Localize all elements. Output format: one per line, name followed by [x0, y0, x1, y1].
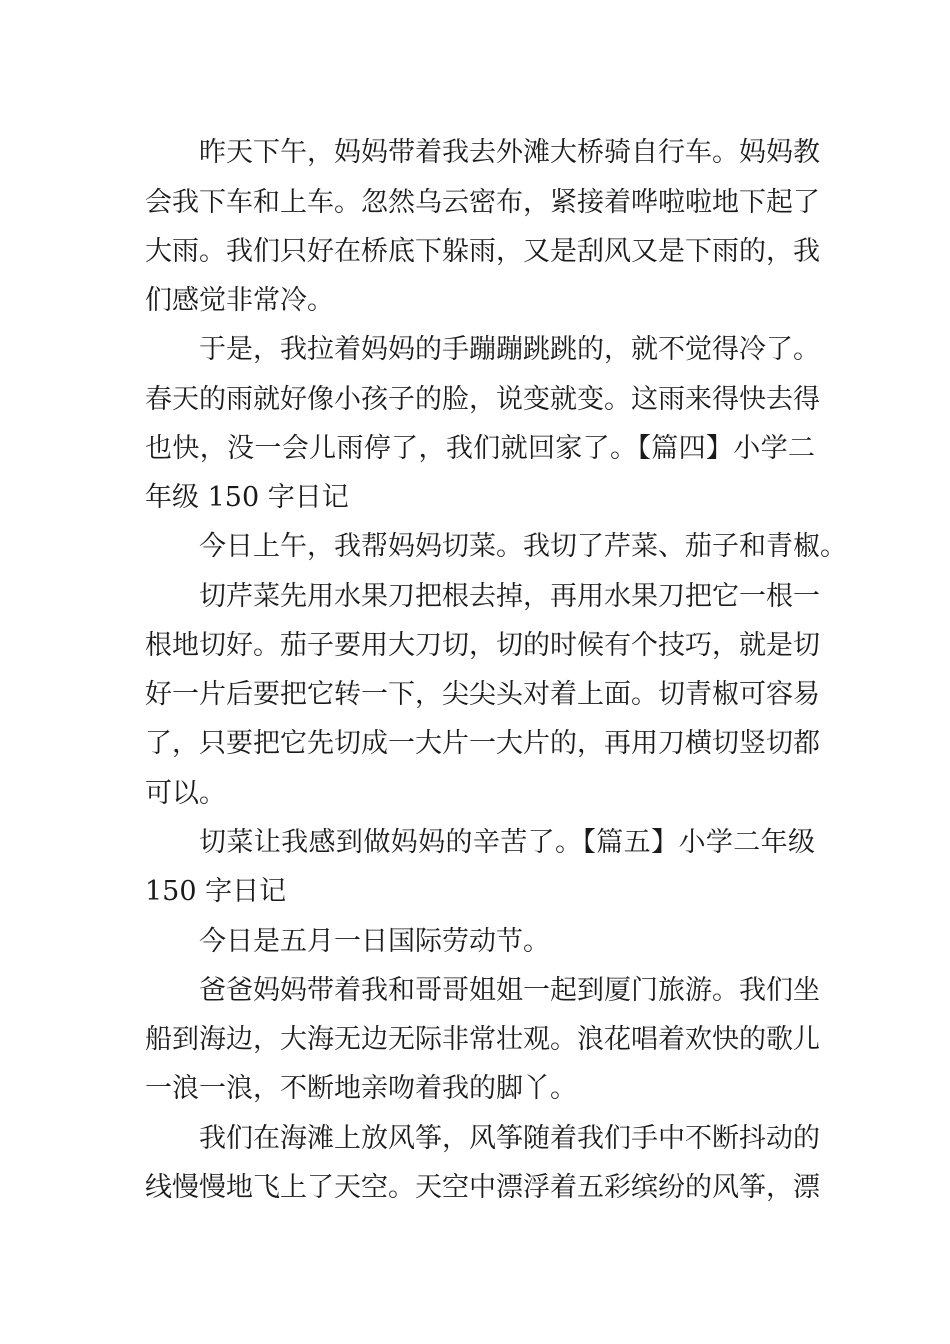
text-line: 了，只要把它先切成一大片一大片的，再用刀横切竖切都	[145, 728, 820, 759]
text-line: 大雨。我们只好在桥底下躲雨，又是刮风又是下雨的，我	[145, 236, 820, 267]
text-line: 船到海边，大海无边无际非常壮观。浪花唱着欢快的歌儿	[145, 1024, 820, 1055]
text-line: 150 字日记	[145, 876, 287, 907]
text-line: 切菜让我感到做妈妈的辛苦了。【篇五】小学二年级	[199, 827, 815, 858]
text-line: 昨天下午，妈妈带着我去外滩大桥骑自行车。妈妈教	[199, 137, 820, 168]
text-line: 爸爸妈妈带着我和哥哥姐姐一起到厦门旅游。我们坐	[199, 975, 820, 1006]
text-line: 今日上午，我帮妈妈切菜。我切了芹菜、茄子和青椒。	[199, 531, 847, 562]
text-line: 根地切好。茄子要用大刀切，切的时候有个技巧，就是切	[145, 630, 820, 661]
text-line: 春天的雨就好像小孩子的脸，说变就变。这雨来得快去得	[145, 384, 820, 415]
text-line: 线慢慢地飞上了天空。天空中漂浮着五彩缤纷的风筝，漂	[145, 1172, 820, 1203]
text-line: 一浪一浪，不断地亲吻着我的脚丫。	[145, 1073, 577, 1104]
text-line: 我们在海滩上放风筝，风筝随着我们手中不断抖动的	[199, 1123, 820, 1154]
text-line: 今日是五月一日国际劳动节。	[199, 926, 550, 957]
text-line: 可以。	[145, 778, 226, 809]
text-line: 好一片后要把它转一下，尖尖头对着上面。切青椒可容易	[145, 679, 820, 710]
text-line: 会我下车和上车。忽然乌云密布，紧接着哗啦啦地下起了	[145, 187, 820, 218]
text-line: 们感觉非常冷。	[145, 285, 334, 316]
text-line: 切芹菜先用水果刀把根去掉，再用水果刀把它一根一	[199, 581, 820, 612]
text-line: 也快，没一会儿雨停了，我们就回家了。【篇四】小学二	[145, 433, 815, 464]
text-line: 于是，我拉着妈妈的手蹦蹦跳跳的，就不觉得冷了。	[199, 334, 820, 365]
text-line: 年级 150 字日记	[145, 482, 349, 513]
